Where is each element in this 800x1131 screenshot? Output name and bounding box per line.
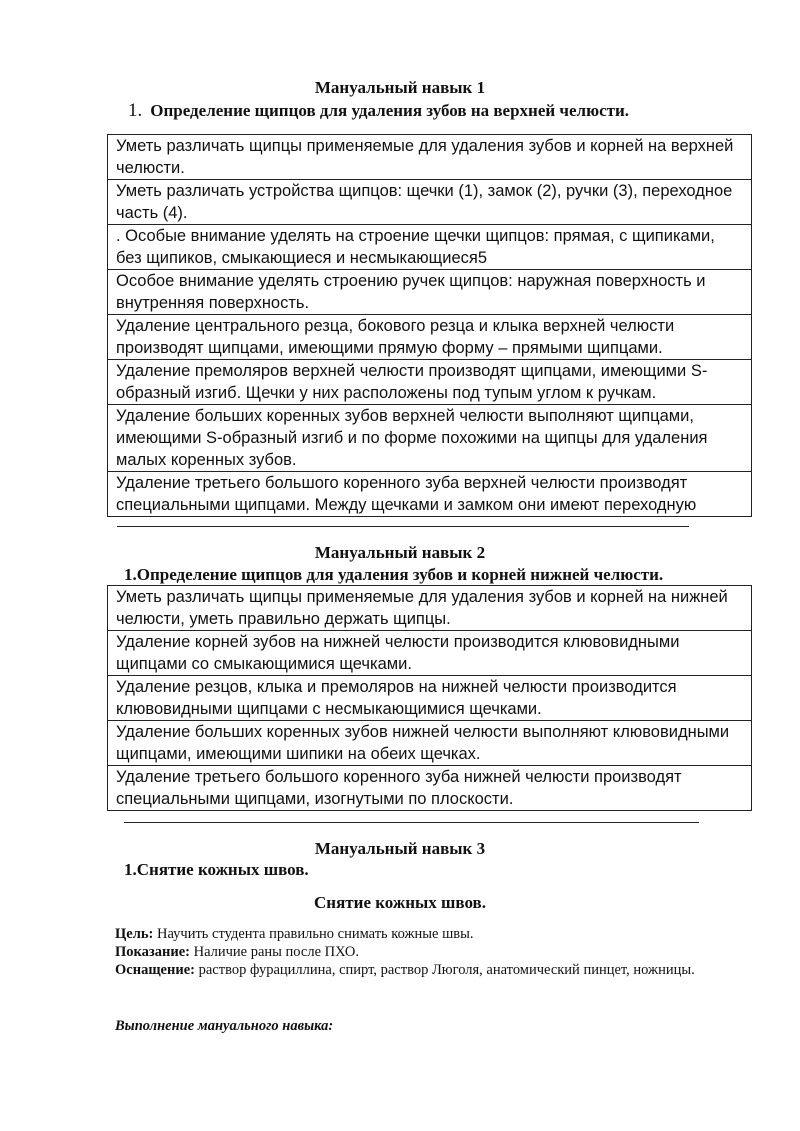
skill2-table [107,585,752,811]
indication-text: Наличие раны после ПХО. [189,944,359,960]
equipment-line [115,961,740,979]
skill2-heading: Мануальный навык 2 [314,543,486,562]
table-row: Уметь различать устройства щипцов: щечки (1), замок (2), ручки (3), переходное часть (4). [108,180,752,225]
table-row: Удаление резцов, клыка и премоляров на нижней челюсти производится клювовидными щипцами с несмыкающимися щечками. [108,676,752,721]
table-row: Удаление больших коренных зубов верхней челюсти выполняют щипцами, имеющими S-образный изгиб и по форме похожими на щипцы для удаления малых коренных зубов. [108,405,752,472]
skill3-heading: Мануальный навык 3 [314,839,486,858]
equipment-label: Оснащение: [115,962,195,978]
indication-label: Показание: [115,944,190,960]
table-row: Особое внимание уделять строению ручек щипцов: наружная поверхность и внутренняя поверхность. [108,270,752,315]
skill3-subtitle: 1.Снятие кожных швов. [124,860,309,879]
skill1-subtitle-text: Определение щипцов для удаления зубов на верхней челюсти. [150,101,630,120]
indication-line [115,943,740,961]
skill1-table [107,134,752,517]
table-row: Удаление центрального резца, бокового резца и клыка верхней челюсти производят щипцами, имеющими прямую форму – прямыми щипцами. [108,315,752,360]
skill1-heading: Мануальный навык 1 [314,78,486,97]
table-row: Удаление корней зубов на нижней челюсти производится клювовидными щипцами со смыкающимися щечками. [108,631,752,676]
table-row: Уметь различать щипцы применяемые для удаления зубов и корней на нижней челюсти, уметь правильно держать щипцы. [108,586,752,631]
table-row: Уметь различать щипцы применяемые для удаления зубов и корней на верхней челюсти. [108,135,752,180]
execution-label: Выполнение мануального навыка: [115,1018,334,1034]
goal-line [115,925,740,943]
table-row: Удаление третьего большого коренного зуба нижней челюсти производят специальными щипцами, изогнутыми по плоскости. [108,766,752,811]
table-row: Удаление премоляров верхней челюсти производят щипцами, имеющими S-образный изгиб. Щечки у них расположены под тупым углом к ручкам. [108,360,752,405]
table-row: Удаление больших коренных зубов нижней челюсти выполняют клювовидными щипцами, имеющими шипики на обеих щечках. [108,721,752,766]
divider [117,526,689,527]
goal-text: Научить студента правильно снимать кожные швы. [153,926,474,942]
skill2-subtitle: 1.Определение щипцов для удаления зубов и корней нижней челюсти. [124,565,664,584]
equipment-text: раствор фурациллина, спирт, раствор Люголя, анатомический пинцет, ножницы. [194,962,695,978]
goal-label: Цель: [115,926,154,942]
skill1-number: 1. [128,100,143,121]
skill1-subtitle [128,101,629,121]
table-row: . Особые внимание уделять на строение щечки щипцов: прямая, с щипиками, без щипиков, смыкающиеся и несмыкающиеся5 [108,225,752,270]
divider [124,822,699,823]
table-row: Удаление третьего большого коренного зуба верхней челюсти производят специальными щипцами. Между щечками и замком они имеют переходную [108,472,752,517]
section-title: Снятие кожных швов. [314,893,486,912]
